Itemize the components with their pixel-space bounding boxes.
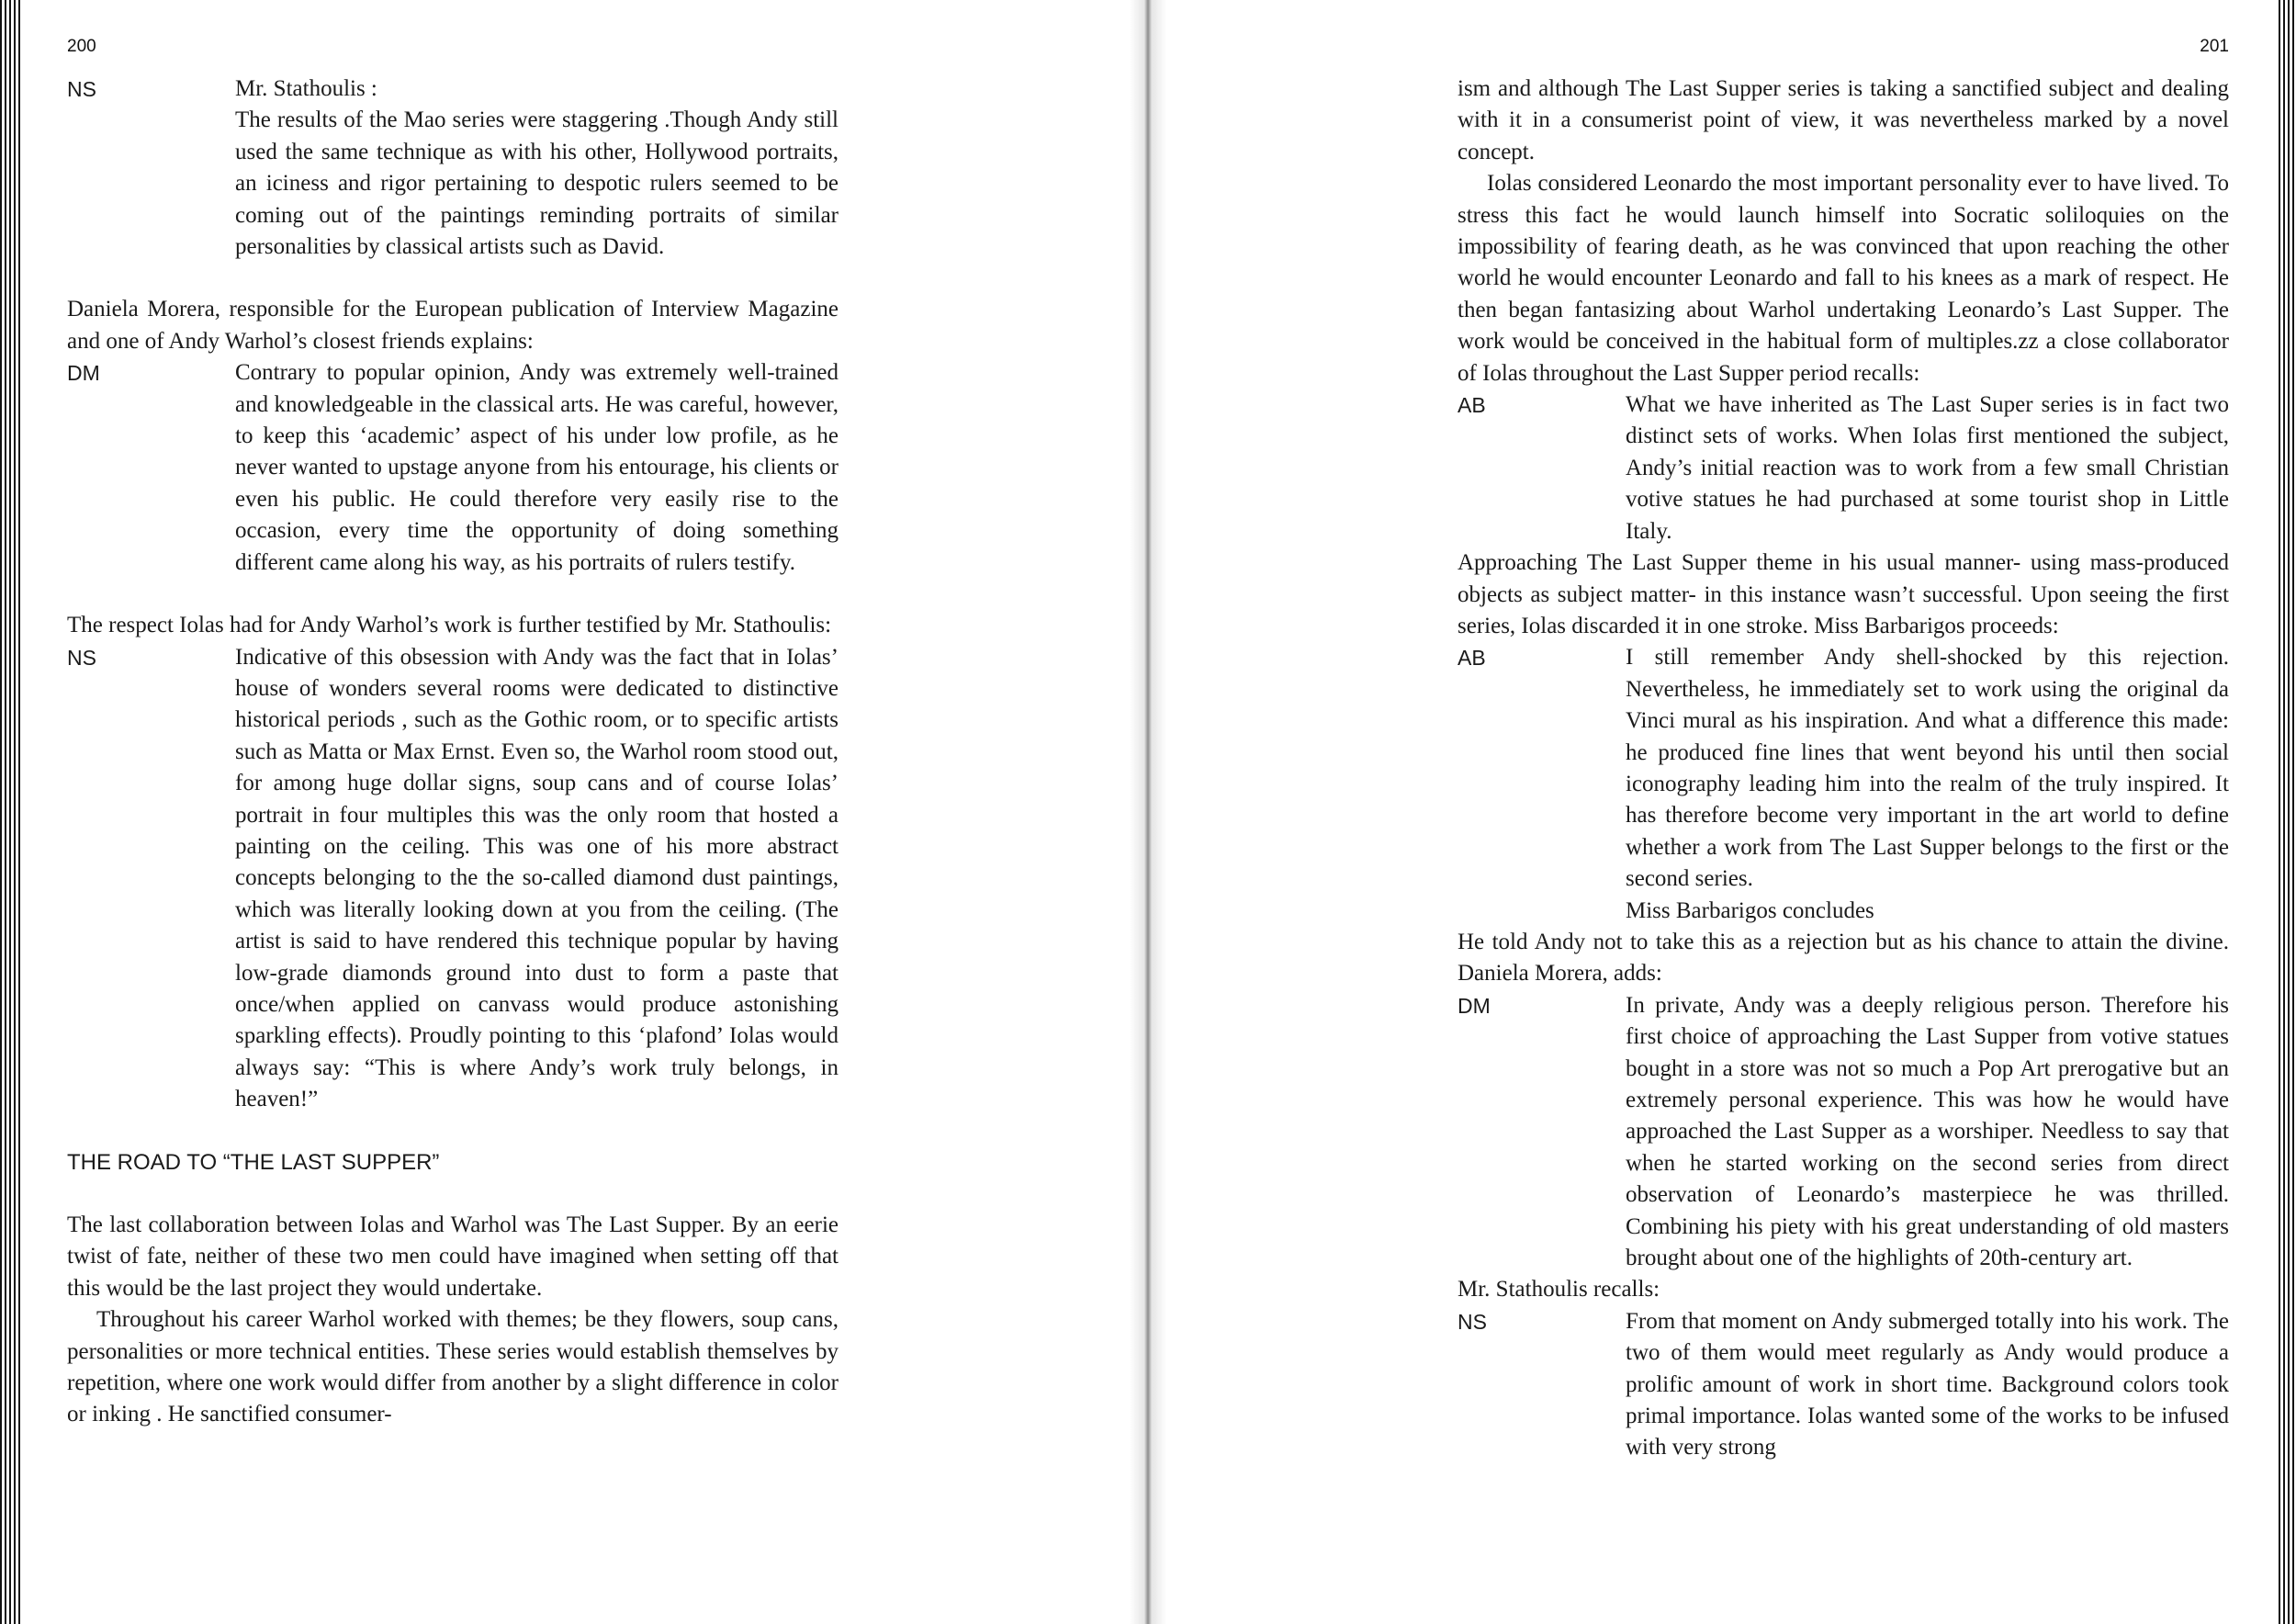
spacer bbox=[67, 1179, 838, 1210]
speech-text: What we have inherited as The Last Super series is in fact two distinct sets of works. When Iolas first mentioned the subject, Andy’s initial reaction was to work from a few small Christian votive statues he had purchased at some tourist shop in Little Italy. bbox=[1626, 392, 2229, 544]
right-page-text bbox=[1458, 73, 2229, 1464]
speaker-label: NS bbox=[1458, 1309, 1487, 1334]
speaker-label: AB bbox=[1458, 646, 1486, 671]
right-page bbox=[1458, 0, 2229, 1624]
speech bbox=[235, 357, 838, 579]
interview-block-ns-2 bbox=[67, 642, 838, 1116]
interview-block-ns-3 bbox=[1458, 1306, 2229, 1464]
page-number-left: 200 bbox=[67, 37, 96, 56]
speech-text: Contrary to popular opinion, Andy was extremely well-trained and knowledgeable in the classical arts. He was careful, however, to keep this ‘academic’ aspect of his under low profile, as he never wanted to upstage anyone from his entourage, his clients or even his public. He could therefore very easily rise to the occasion, every time the opportunity of doing something different came along his way, as his portraits of rulers testify. bbox=[235, 360, 838, 575]
speaker-label: DM bbox=[67, 361, 100, 386]
speech bbox=[235, 73, 838, 263]
left-page bbox=[67, 0, 838, 1624]
body-paragraph: Approaching The Last Supper theme in his usual manner- using mass-produced objects as subject matter- in this instance wasn’t successful. Upon seeing the first series, Iolas discarded it in one stroke. Miss Barbarigos proceeds: bbox=[1458, 550, 2229, 638]
page-number-right: 201 bbox=[2200, 37, 2229, 56]
speech-text: The results of the Mao series were staggering .Though Andy still used the same technique as with his other, Hollywood portraits, an iciness and rigor pertaining to despotic rulers seemed to be coming out of the paintings reminding portraits of similar personalities by classical artists such as David. bbox=[235, 107, 838, 260]
spacer bbox=[67, 1116, 838, 1147]
left-page-text bbox=[67, 73, 838, 1431]
page-edge-stripes-right bbox=[2276, 0, 2296, 1624]
body-paragraph: Mr. Stathoulis recalls: bbox=[1458, 1277, 1660, 1303]
body-paragraph: Iolas considered Leonardo the most important personality ever to have lived. To stress this fact he would launch himself into Socratic soliloquies on the impossibility of fearing death, as he was convinced that upon reaching the other world he would encounter Leonardo and fall to his knees as a mark of respect. He then began fantasizing about Warhol undertaking Leonardo’s Last Supper. The work would be conceived in the habitual form of multiples.zz a close collaborator of Iolas throughout the Last Supper period recalls: bbox=[1458, 171, 2229, 386]
speaker-label: AB bbox=[1458, 393, 1486, 418]
speech-after: Miss Barbarigos concludes bbox=[1626, 897, 1874, 923]
speech bbox=[1626, 1306, 2229, 1464]
speech-text: Indicative of this obsession with Andy was the fact that in Iolas’ house of wonders several rooms were dedicated to distinctive historical periods , such as the Gothic room, or to specific artists such as Matta or Max Ernst. Even so, the Warhol room stood out, for among huge dollar signs, soup cans and of course Iolas’ portrait in four multiples this was the only room that hosted a painting on the ceiling. This was one of his more abstract concepts belonging to the the so-called diamond dust paintings, which was literally looking down at you from the ceiling. (The artist is said to have rendered this technique popular by having low-grade diamonds ground into dust to form a paste that once/when applied on canvass would produce astonishing sparkling effects). Proudly pointing to this ‘plafond’ Iolas would always say: “This is where Andy’s work truly belongs, in heaven!” bbox=[235, 644, 838, 1112]
speaker-label: DM bbox=[1458, 993, 1491, 1018]
body-paragraph: Daniela Morera, responsible for the European publication of Interview Magazine and one of Andy Warhol’s closest friends explains: bbox=[67, 297, 838, 354]
page-edge-stripes-left bbox=[0, 0, 20, 1624]
spacer bbox=[67, 263, 838, 294]
interview-block-dm-2 bbox=[1458, 990, 2229, 1275]
speech bbox=[1626, 389, 2229, 547]
section-heading: THE ROAD TO “THE LAST SUPPER” bbox=[67, 1149, 440, 1175]
interview-block-ab-1 bbox=[1458, 389, 2229, 547]
speech-text: I still remember Andy shell-shocked by this rejection. Nevertheless, he immediately set to work using the original da Vinci mural as his inspiration. And what a difference this made: he produced fine lines that went beyond his until then social iconography leading him into the realm of the truly inspired. It has therefore become very important in the art world to define whether a work from The Last Supper belongs to the first or the second series. bbox=[1626, 645, 2229, 892]
body-paragraph: ism and although The Last Supper series is taking a sanctified subject and dealing with it in a consumerist point of view, it was nevertheless marked by a novel concept. bbox=[1458, 76, 2229, 164]
speech-text: From that moment on Andy submerged totally into his work. The two of them would meet regularly as Andy would produce a prolific amount of work in short time. Background colors took primal importance. Iolas wanted some of the works to be infused with very strong bbox=[1626, 1308, 2229, 1460]
speech bbox=[1626, 990, 2229, 1275]
speech-intro: Mr. Stathoulis : bbox=[235, 76, 377, 101]
body-paragraph: Throughout his career Warhol worked with themes; be they flowers, soup cans, personalities or more technical entities. These series would establish themselves by repetition, where one work would differ from another by a slight difference in color or inking . He sanctified consumer- bbox=[67, 1307, 838, 1427]
interview-block-dm-1 bbox=[67, 357, 838, 579]
body-paragraph: The last collaboration between Iolas and Warhol was The Last Supper. By an eerie twist of fate, neither of these two men could have imagined when setting off that this would be the last project they would undertake. bbox=[67, 1212, 838, 1301]
interview-block-ns-1 bbox=[67, 73, 838, 263]
spacer bbox=[67, 579, 838, 610]
book-gutter-shadow bbox=[1130, 0, 1166, 1624]
body-paragraph: He told Andy not to take this as a rejection but as his chance to attain the divine. Daniela Morera, adds: bbox=[1458, 929, 2229, 987]
speaker-label: NS bbox=[67, 645, 96, 670]
body-paragraph: The respect Iolas had for Andy Warhol’s work is further testified by Mr. Stathoulis: bbox=[67, 613, 832, 638]
speaker-label: NS bbox=[67, 77, 96, 101]
speech bbox=[235, 642, 838, 1116]
speech-text: In private, Andy was a deeply religious person. Therefore his first choice of approaching the Last Supper from votive statues bought in a store was not so much a Pop Art prerogative but an extremely personal experience. This was how he would have approached the Last Supper as a worshiper. Needless to say that when he started working on the second series from direct observation of Leonardo’s masterpiece he was thrilled. Combining his piety with his great understanding of old masters brought about one of the highlights of 20th-century art. bbox=[1626, 992, 2229, 1271]
interview-block-ab-2 bbox=[1458, 642, 2229, 927]
speech bbox=[1626, 642, 2229, 927]
